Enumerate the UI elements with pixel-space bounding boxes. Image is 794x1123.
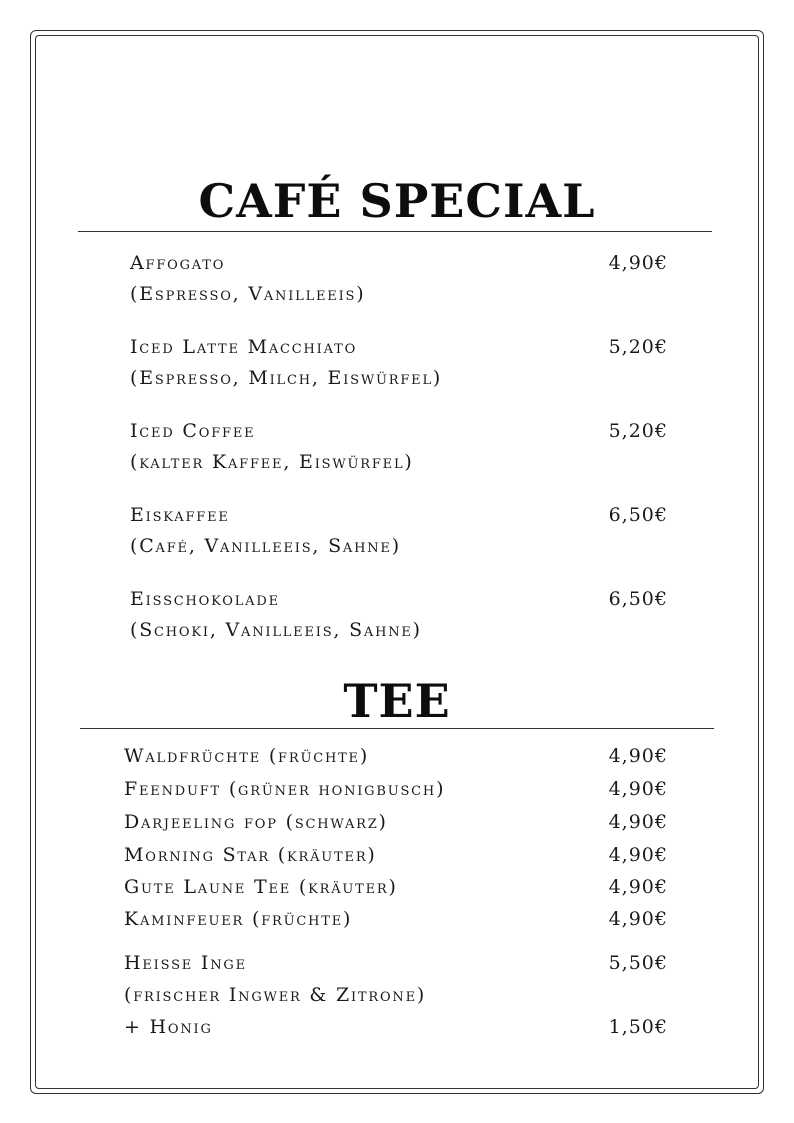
tee-title: TEE <box>343 674 451 728</box>
tee-special-name: Heisse Inge <box>124 952 247 974</box>
cafe-special-title: CAFÉ SPECIAL <box>198 174 596 228</box>
tee-item-price: 4,90€ <box>608 908 668 930</box>
tee-item-name: Gute Laune Tee (kräuter) <box>124 876 398 898</box>
cafe-item-price: 6,50€ <box>608 504 668 526</box>
tee-item-name: Kaminfeuer (früchte) <box>124 908 353 930</box>
tee-item-price: 4,90€ <box>608 745 668 767</box>
cafe-item-price: 5,20€ <box>608 420 668 442</box>
cafe-item-name: Eisschokolade <box>130 588 280 610</box>
cafe-title-divider <box>78 231 712 232</box>
tee-title-divider <box>80 728 714 729</box>
tee-item-price: 4,90€ <box>608 844 668 866</box>
cafe-item-price: 5,20€ <box>608 336 668 358</box>
cafe-item-description: (Schoki, Vanilleeis, Sahne) <box>130 619 422 641</box>
cafe-item-description: (Café, Vanilleeis, Sahne) <box>130 535 401 557</box>
tee-special-price: 5,50€ <box>608 952 668 974</box>
cafe-item-price: 4,90€ <box>608 252 668 274</box>
cafe-item-description: (kalter Kaffee, Eiswürfel) <box>130 451 414 473</box>
cafe-item-name: Iced Coffee <box>130 420 256 442</box>
tee-item-name: Feenduft (grüner honigbusch) <box>124 778 446 800</box>
tee-item-name: Darjeeling fop (schwarz) <box>124 811 388 833</box>
tee-item-price: 4,90€ <box>608 876 668 898</box>
cafe-item-description: (Espresso, Milch, Eiswürfel) <box>130 367 443 389</box>
cafe-item-name: Iced Latte Macchiato <box>130 336 358 358</box>
cafe-item-price: 6,50€ <box>608 588 668 610</box>
tee-addon-price: 1,50€ <box>608 1016 668 1038</box>
tee-item-name: Waldfrüchte (früchte) <box>124 745 370 767</box>
tee-addon-name: + Honig <box>124 1016 213 1038</box>
tee-item-name: Morning Star (kräuter) <box>124 844 377 866</box>
cafe-item-name: Affogato <box>130 252 226 274</box>
tee-item-price: 4,90€ <box>608 778 668 800</box>
cafe-item-description: (Espresso, Vanilleeis) <box>130 283 366 305</box>
tee-item-price: 4,90€ <box>608 811 668 833</box>
cafe-item-name: Eiskaffee <box>130 504 230 526</box>
tee-special-description: (frischer Ingwer & Zitrone) <box>124 984 427 1006</box>
